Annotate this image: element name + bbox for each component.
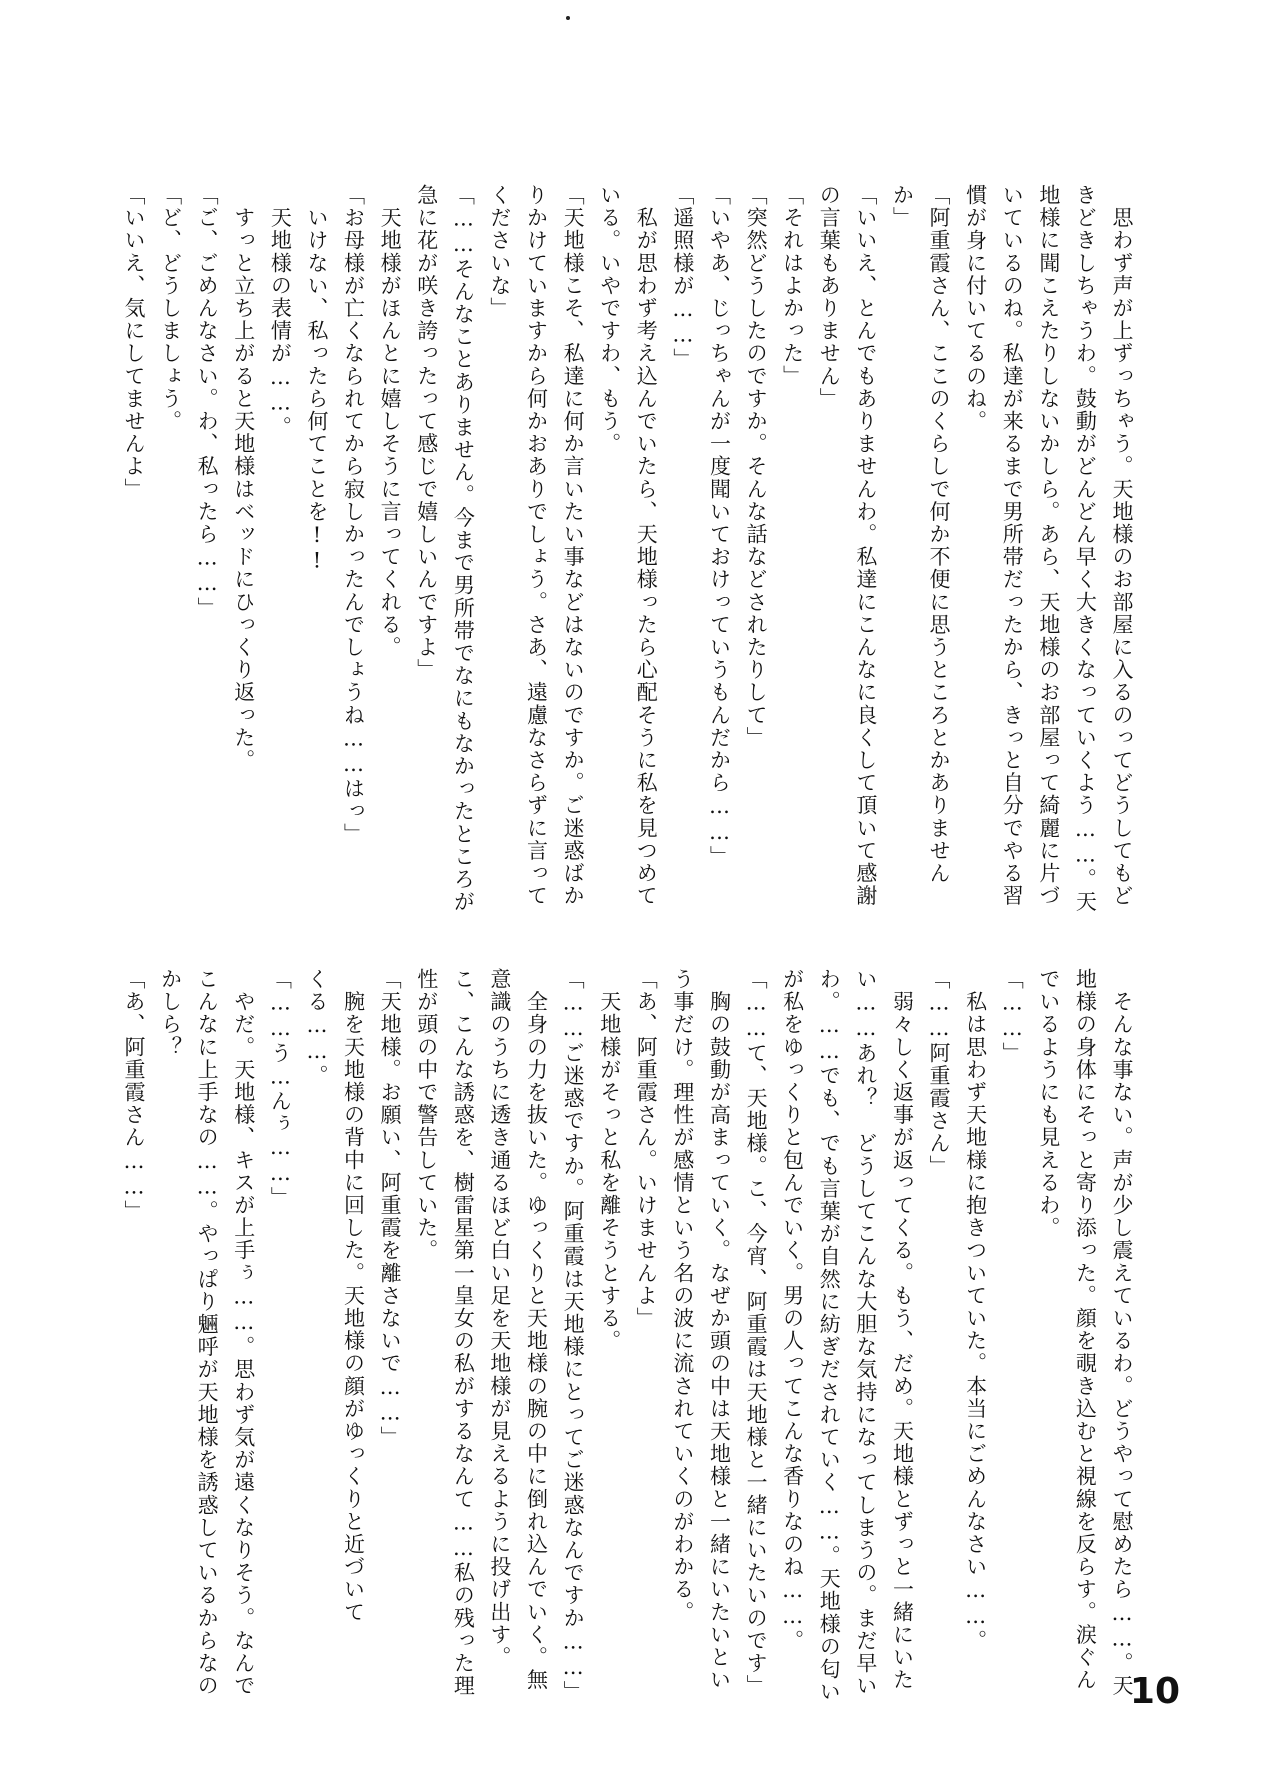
text-line: 腕を天地様の背中に回した。天地様の顔がゆっくりと近づいて: [341, 968, 366, 1624]
text-line: 「いやあ、じっちゃんが一度聞いておけっていうもんだから……」: [707, 184, 732, 868]
text-line: 「……阿重霞さん」: [927, 968, 952, 1178]
text-line: いる。いやですわ、もう。: [597, 184, 622, 456]
text-line: 「あ、阿重霞さん。いけませんよ」: [634, 968, 659, 1330]
text-line: やだ。天地様、キスが上手ぅ……。思わず気が遠くなりそう。なんで: [231, 968, 256, 1698]
text-line: 「いいえ、気にしてませんよ」: [121, 184, 146, 501]
text-line: 「ど、どうしましょう。: [158, 184, 183, 433]
text-line: 「阿重霞さん、ここのくらしで何か不便に思うところとかありません: [927, 184, 952, 885]
print-speck: [566, 16, 570, 20]
text-block-lower: [121, 968, 1140, 1704]
text-line: 「天地様こそ、私達に何か言いたい事などはないのですか。ご迷惑ばか: [561, 184, 586, 908]
text-line: い……あれ？ どうしてこんな大胆な気持になってしまうの。まだ早い: [853, 968, 878, 1698]
text-line: 私は思わず天地様に抱きついていた。本当にごめんなさい……。: [963, 968, 988, 1652]
text-line: 「……」: [1000, 968, 1025, 1065]
text-line: の言葉もありません」: [817, 184, 842, 410]
text-line: 「……ご迷惑ですか。阿重霞は天地様にとってご迷惑なんですか……」: [561, 968, 586, 1704]
text-line: 「あ、阿重霞さん……」: [121, 968, 146, 1223]
text-line: いているのね。私達が来るまで男所帯だったから、きっと自分でやる習: [1000, 184, 1025, 908]
text-line: か」: [890, 184, 915, 230]
text-line: 「天地様。お願い、阿重霞を離さないで……」: [378, 968, 403, 1449]
text-line: 弱々しく返事が返ってくる。もう、だめ。天地様とずっと一緒にいた: [890, 968, 915, 1692]
text-line: 「それはよかった」: [780, 184, 805, 388]
text-line: いけない、私ったら何てことを!!: [304, 184, 329, 575]
text-line: くださいな」: [487, 184, 512, 320]
text-line: 私が思わず考え込んでいたら、天地様ったら心配そうに私を見つめて: [634, 184, 659, 908]
text-line: りかけていますから何かおありでしょう。さあ、遠慮なさらずに言って: [524, 184, 549, 908]
text-line: 思わず声が上ずっちゃう。天地様のお部屋に入るのってどうしてもど: [1110, 184, 1134, 908]
text-line: 「……そんなことありません。今まで男所帯でなにもなかったところが: [451, 184, 476, 914]
text-line: 天地様がそっと私を離そうとする。: [597, 968, 622, 1353]
text-line: でいるようにも見えるわ。: [1036, 968, 1061, 1240]
text-line: 「ご、ごめんなさい。わ、私ったら……」: [195, 184, 220, 620]
text-line: 性が頭の中で警告していた。: [414, 968, 439, 1262]
text-line: が私をゆっくりと包んでいく。男の人ってこんな香りなのね……。: [780, 968, 805, 1652]
text-line: 急に花が咲き誇ったって感じで嬉しいんですよ」: [414, 184, 439, 682]
text-line: 意識のうちに透き通るほど白い足を天地様が見えるように投げ出す。: [487, 968, 512, 1669]
text-line: 地様に聞こえたりしないかしら。あら、天地様のお部屋って綺麗に片づ: [1036, 184, 1061, 908]
text-line: こんなに上手なの……。やっぱり魎呼が天地様を誘惑しているからなの: [195, 968, 220, 1698]
text-block-upper: [121, 184, 1140, 944]
page-number: 10: [1129, 1671, 1180, 1712]
text-line: う事だけ。理性が感情という名の波に流されていくのがわかる。: [670, 968, 695, 1624]
text-line: 胸の鼓動が高まっていく。なぜか頭の中は天地様と一緒にいたいとい: [707, 968, 732, 1692]
text-line: 「お母様が亡くなられてから寂しかったんでしょうね……はっ」: [341, 184, 366, 846]
text-line: 「いいえ、とんでもありませんわ。私達にこんなに良くして頂いて感謝: [853, 184, 878, 908]
text-line: 地様の身体にそっと寄り添った。顔を覗き込むと視線を反らす。涙ぐん: [1073, 968, 1098, 1692]
text-line: すっと立ち上がると天地様はベッドにひっくり返った。: [231, 184, 256, 772]
text-line: 「突然どうしたのですか。そんな話などされたりして」: [744, 184, 769, 749]
text-line: わ。……でも、でも言葉が自然に紡ぎだされていく……。天地様の匂い: [817, 968, 842, 1704]
text-line: 天地様の表情が……。: [268, 184, 293, 439]
text-line: かしら？: [158, 968, 183, 1059]
text-line: きどきしちゃうわ。鼓動がどんどん早く大きくなっていくよう……。天: [1073, 184, 1098, 914]
text-line: 天地様がほんとに嬉しそうに言ってくれる。: [378, 184, 403, 659]
text-line: 慣が身に付いてるのね。: [963, 184, 988, 433]
text-line: くる……。: [304, 968, 329, 1087]
text-line: こ、こんな誘惑を、樹雷星第一皇女の私がするなんて……私の残った理: [451, 968, 476, 1698]
text-line: そんな事ない。声が少し震えているわ。どうやって慰めたら……。天: [1110, 968, 1134, 1698]
text-line: 「……て、天地様。こ、今宵、阿重霞は天地様と一緒にいたいのです」: [744, 968, 769, 1698]
text-line: 「遥照様が……」: [670, 184, 695, 371]
text-line: 「……う…んぅ……」: [268, 968, 293, 1209]
text-line: 全身の力を抜いた。ゆっくりと天地様の腕の中に倒れ込んでいく。無: [524, 968, 549, 1692]
